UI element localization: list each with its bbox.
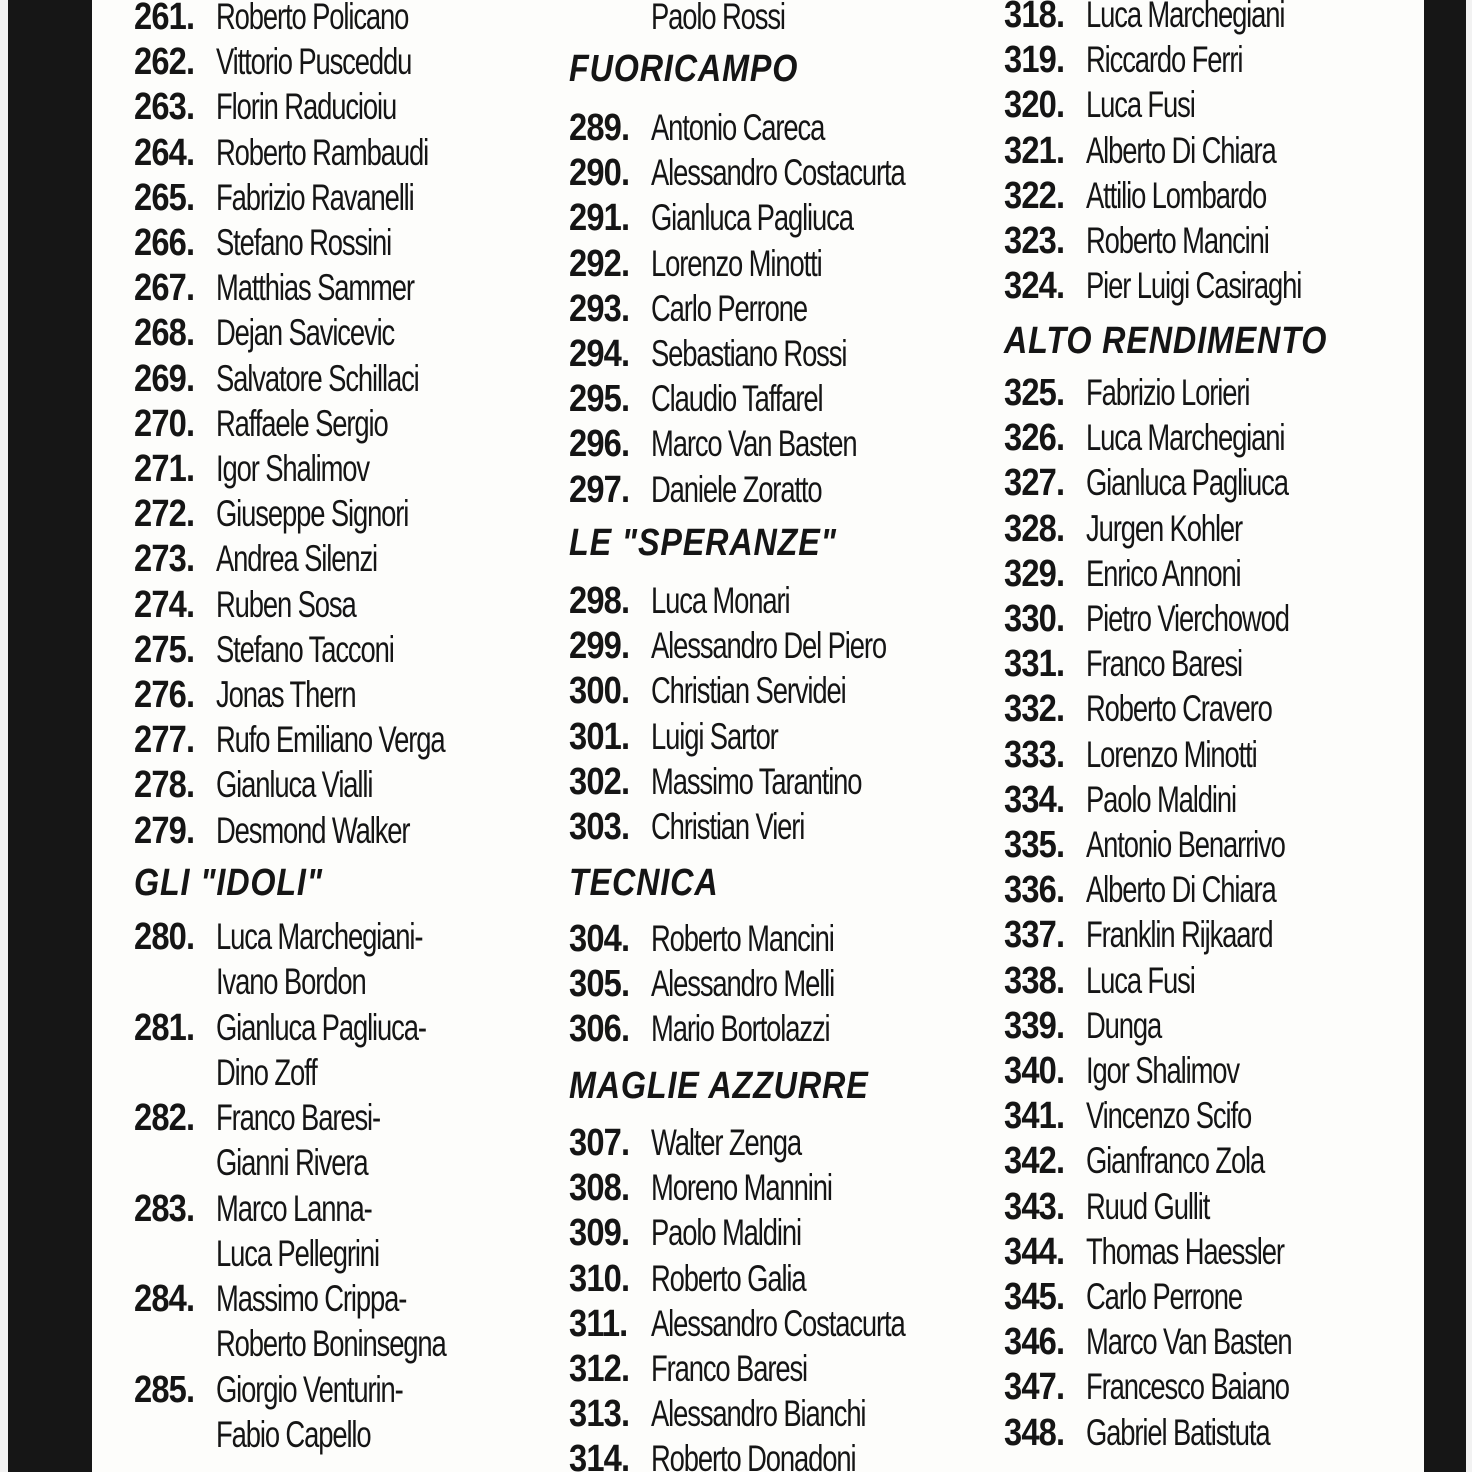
card-number: 330.	[1004, 598, 1065, 640]
player-name: Lorenzo Minotti	[651, 242, 822, 284]
card-number: 321.	[1004, 129, 1065, 172]
list-item	[134, 1231, 436, 1277]
card-number: 295.	[569, 378, 630, 421]
player-name: Pier Luigi Casiraghi	[1086, 265, 1302, 307]
player-name: Giorgio Venturin-	[216, 1368, 403, 1410]
player-name: Fabrizio Ravanelli	[216, 176, 414, 218]
player-name: Igor Shalimov	[1086, 1050, 1239, 1091]
card-number: 275.	[134, 628, 195, 671]
card-number: 328.	[1004, 507, 1065, 550]
list-item	[134, 1095, 438, 1141]
list-item	[1004, 0, 1354, 38]
player-name: Luca Marchegiani-	[216, 916, 423, 957]
list-item	[1004, 822, 1355, 868]
player-name: Luca Pellegrini	[216, 1232, 379, 1274]
card-number: 282.	[134, 1097, 195, 1139]
section-title-fuoricampo: FUORICAMPO	[569, 48, 799, 90]
list-item	[569, 467, 881, 513]
card-number: 265.	[134, 176, 195, 219]
list-item	[1004, 37, 1297, 83]
player-name: Dunga	[1086, 1004, 1162, 1046]
player-name: Fabrizio Lorieri	[1086, 372, 1250, 413]
list-item	[569, 1006, 892, 1052]
player-name: Matthias Sammer	[216, 267, 414, 309]
card-number: 343.	[1004, 1185, 1065, 1228]
list-item	[134, 401, 448, 447]
player-name: Roberto Galia	[651, 1257, 806, 1299]
player-name: Roberto Mancini	[651, 918, 834, 959]
list-item	[569, 804, 858, 850]
card-number: 339.	[1004, 1004, 1065, 1047]
player-name: Ruud Gullit	[1086, 1185, 1210, 1227]
list-item	[134, 627, 456, 673]
card-number: 304.	[569, 918, 630, 960]
player-name: Gianni Rivera	[216, 1142, 368, 1183]
card-number: 302.	[569, 760, 630, 803]
player-name: Salvatore Schillaci	[216, 357, 419, 399]
list-item	[1004, 1138, 1327, 1184]
list-item	[569, 916, 898, 962]
card-number: 301.	[569, 715, 630, 758]
card-number: 283.	[134, 1187, 195, 1230]
card-number: 337.	[1004, 914, 1065, 957]
player-name: Antonio Careca	[651, 107, 825, 148]
card-border-left	[0, 0, 92, 1472]
list-item	[134, 959, 418, 1005]
list-item	[1004, 1093, 1309, 1139]
player-name: Walter Zenga	[651, 1122, 802, 1163]
card-number: 306.	[569, 1008, 630, 1051]
list-item	[1004, 128, 1342, 174]
player-name: Massimo Crippa-	[216, 1278, 407, 1319]
list-item	[134, 536, 434, 582]
list-item	[1004, 415, 1354, 461]
card-number: 312.	[569, 1348, 630, 1390]
player-name: Sebastiano Rossi	[651, 333, 847, 374]
list-item	[134, 310, 457, 356]
list-item	[134, 717, 525, 763]
player-name: Andrea Silenzi	[216, 538, 378, 580]
card-number: 266.	[134, 222, 195, 264]
player-name: Ivano Bordon	[216, 961, 366, 1002]
list-item	[134, 1050, 352, 1096]
list-item	[569, 961, 898, 1007]
player-name: Rufo Emiliano Verga	[216, 719, 445, 761]
list-item	[134, 582, 405, 628]
list-item	[569, 105, 885, 151]
player-name: Franco Baresi	[1086, 643, 1243, 685]
player-name: Vincenzo Scifo	[1086, 1095, 1252, 1137]
player-name: Stefano Rossini	[216, 222, 392, 263]
player-name: Pietro Vierchowod	[1086, 598, 1289, 639]
card-number: 348.	[1004, 1411, 1065, 1454]
card-number: 323.	[1004, 220, 1065, 262]
card-number: 291.	[569, 197, 630, 240]
card-number: 318.	[1004, 0, 1065, 36]
section-title-tecnica: TECNICA	[569, 862, 719, 904]
list-item	[1004, 1410, 1334, 1456]
list-item	[1004, 1319, 1364, 1365]
card-number: 280.	[134, 916, 195, 958]
card-number: 268.	[134, 312, 195, 355]
list-item	[1004, 1274, 1297, 1320]
section-title-alto-rendimento: ALTO RENDIMENTO	[1004, 320, 1328, 362]
card-number: 278.	[134, 764, 195, 807]
player-name: Alberto Di Chiara	[1086, 869, 1276, 911]
player-name: Luca Marchegiani	[1086, 0, 1285, 35]
card-number: 325.	[1004, 372, 1065, 414]
card-number: 313.	[569, 1393, 630, 1436]
player-name: Dejan Savicevic	[216, 312, 395, 354]
player-name: Gianluca Vialli	[216, 764, 373, 806]
list-item	[134, 175, 483, 221]
player-name: Jurgen Kohler	[1086, 507, 1243, 549]
list-item	[134, 914, 495, 960]
player-name: Franco Baresi-	[216, 1097, 381, 1138]
player-name: Gabriel Batistuta	[1086, 1411, 1270, 1453]
player-name: Franklin Rijkaard	[1086, 914, 1273, 956]
card-number: 270.	[134, 402, 195, 445]
list-item	[1004, 1229, 1353, 1275]
player-name: Christian Servidei	[651, 670, 846, 712]
card-number: 331.	[1004, 643, 1065, 686]
player-name: Francesco Baiano	[1086, 1366, 1289, 1408]
list-item	[1004, 1364, 1360, 1410]
card-number: 342.	[1004, 1140, 1065, 1183]
list-item	[134, 672, 405, 718]
list-item	[134, 446, 423, 492]
card-number: 340.	[1004, 1050, 1065, 1092]
list-item	[569, 195, 924, 241]
list-item	[569, 1165, 895, 1211]
card-number: 305.	[569, 963, 630, 1006]
card-number: 307.	[569, 1122, 630, 1164]
card-number: 277.	[134, 719, 195, 762]
player-name: Paolo Maldini	[1086, 778, 1236, 820]
card-number: 276.	[134, 674, 195, 716]
player-name: Gianluca Pagliuca	[651, 197, 853, 239]
list-item	[134, 39, 480, 85]
player-name: Marco Van Basten	[1086, 1321, 1292, 1363]
player-name: Giuseppe Signori	[216, 493, 409, 535]
player-name: Roberto Boninsegna	[216, 1323, 446, 1364]
section-title-speranze: LE "SPERANZE"	[569, 522, 837, 564]
list-item	[1004, 686, 1337, 732]
player-name: Luca Fusi	[1086, 959, 1195, 1001]
list-item	[134, 1276, 473, 1322]
list-item	[1004, 173, 1329, 219]
list-item	[569, 421, 929, 467]
card-number: 267.	[134, 267, 195, 310]
player-name: Fabio Capello	[216, 1413, 371, 1455]
player-name: Alessandro Melli	[651, 963, 835, 1005]
player-name: Vittorio Pusceddu	[216, 41, 412, 83]
player-name: Antonio Benarrivo	[1086, 824, 1285, 865]
list-item	[569, 241, 881, 287]
card-number: 346.	[1004, 1321, 1065, 1364]
list-item	[569, 1256, 860, 1302]
list-item	[134, 84, 459, 130]
card-number: 296.	[569, 423, 630, 466]
card-number: 341.	[1004, 1095, 1065, 1138]
list-item	[134, 220, 453, 266]
player-name: Enrico Annoni	[1086, 552, 1241, 594]
list-item	[134, 808, 477, 854]
list-item	[1004, 370, 1307, 416]
card-number: 334.	[1004, 778, 1065, 821]
card-number: 300.	[569, 670, 630, 713]
list-item	[1004, 958, 1233, 1004]
card-number: 327.	[1004, 462, 1065, 505]
player-name: Alessandro Del Piero	[651, 625, 886, 667]
card-number: 314.	[569, 1438, 630, 1472]
list-item	[134, 762, 427, 808]
list-item	[569, 331, 915, 377]
list-item	[569, 578, 838, 624]
player-name: Roberto Cravero	[1086, 688, 1272, 730]
card-number: 308.	[569, 1167, 630, 1210]
list-item	[134, 130, 503, 176]
list-item	[569, 623, 969, 669]
list-item	[1004, 460, 1359, 506]
list-item	[1004, 506, 1297, 552]
card-number: 338.	[1004, 959, 1065, 1002]
list-item	[1004, 1003, 1188, 1049]
player-name: Roberto Rambaudi	[216, 131, 429, 173]
card-number: 289.	[569, 107, 630, 149]
list-item	[134, 265, 483, 311]
card-number: 261.	[134, 0, 195, 38]
player-name: Franco Baresi	[651, 1348, 808, 1389]
card-number: 309.	[569, 1212, 630, 1255]
player-name: Gianluca Pagliuca-	[216, 1006, 426, 1048]
list-item	[1004, 641, 1297, 687]
card-number: 344.	[1004, 1230, 1065, 1273]
list-item	[1004, 551, 1295, 597]
card-number: 335.	[1004, 824, 1065, 866]
player-name: Roberto Donadoni	[651, 1438, 856, 1472]
player-name: Marco Lanna-	[216, 1187, 372, 1229]
list-item	[1004, 218, 1333, 264]
list-item	[134, 1367, 468, 1413]
list-item	[1004, 777, 1289, 823]
card-number: 310.	[569, 1257, 630, 1300]
player-name: Paolo Rossi	[651, 0, 785, 37]
player-name: Luca Marchegiani	[1086, 417, 1285, 459]
card-number: 336.	[1004, 869, 1065, 912]
list-item	[134, 1412, 425, 1458]
player-name: Moreno Mannini	[651, 1167, 832, 1209]
card-number: 274.	[134, 583, 195, 626]
player-name: Jonas Thern	[216, 674, 356, 715]
player-name: Gianfranco Zola	[1086, 1140, 1265, 1182]
list-item	[569, 1210, 854, 1256]
card-number: 326.	[1004, 417, 1065, 460]
player-name: Luigi Sartor	[651, 715, 778, 757]
card-number: 329.	[1004, 552, 1065, 595]
card-number: 311.	[569, 1302, 628, 1345]
list-item	[569, 376, 883, 422]
list-item	[569, 668, 914, 714]
section-title-idoli: GLI "IDOLI"	[134, 862, 323, 904]
card-number: 297.	[569, 468, 630, 511]
list-item	[1004, 732, 1316, 778]
card-number: 303.	[569, 806, 630, 848]
list-item	[569, 1391, 941, 1437]
card-number: 332.	[1004, 688, 1065, 731]
list-item	[1004, 82, 1233, 128]
player-name: Alessandro Bianchi	[651, 1393, 866, 1435]
card-number: 269.	[134, 357, 195, 400]
player-name: Thomas Haessler	[1086, 1230, 1284, 1272]
card-number: 333.	[1004, 733, 1065, 776]
player-name: Florin Raducioiu	[216, 86, 397, 128]
player-name: Gianluca Pagliuca	[1086, 462, 1288, 504]
card-number: 298.	[569, 580, 630, 622]
list-item	[569, 714, 822, 760]
card-border-right	[1424, 0, 1472, 1472]
player-name: Dino Zoff	[216, 1051, 317, 1093]
card-number: 347.	[1004, 1366, 1065, 1409]
player-name: Roberto Policano	[216, 0, 409, 37]
section-title-maglie-azzurre: MAGLIE AZZURRE	[569, 1065, 869, 1107]
card-number: 281.	[134, 1006, 195, 1049]
player-name: Carlo Perrone	[1086, 1276, 1243, 1317]
player-name: Marco Van Basten	[651, 423, 857, 465]
list-item	[134, 491, 476, 537]
player-name: Lorenzo Minotti	[1086, 733, 1257, 775]
card-number: 271.	[134, 448, 195, 490]
card-number: 262.	[134, 41, 195, 84]
card-number: 272.	[134, 493, 195, 536]
card-number: 319.	[1004, 39, 1065, 82]
list-item	[1004, 1048, 1293, 1094]
list-item	[1004, 867, 1342, 913]
card-number: 299.	[569, 625, 630, 668]
player-name: Luca Monari	[651, 580, 790, 621]
player-name: Daniele Zoratto	[651, 468, 822, 510]
card-number: 345.	[1004, 1276, 1065, 1318]
card-number: 279.	[134, 809, 195, 852]
checklist-card	[92, 0, 1424, 1472]
list-item	[569, 759, 935, 805]
list-item	[1004, 912, 1338, 958]
list-item	[569, 0, 832, 40]
card-number: 293.	[569, 287, 630, 330]
list-item	[1004, 263, 1377, 309]
player-name: Roberto Mancini	[1086, 220, 1269, 261]
list-item	[1004, 1184, 1253, 1230]
list-item	[569, 1346, 862, 1392]
player-name: Alberto Di Chiara	[1086, 129, 1276, 171]
player-name: Attilio Lombardo	[1086, 174, 1267, 216]
player-name: Igor Shalimov	[216, 448, 369, 489]
list-item	[134, 1140, 421, 1186]
player-name: Paolo Maldini	[651, 1212, 801, 1254]
player-name: Raffaele Sergio	[216, 402, 388, 444]
card-number: 264.	[134, 131, 195, 174]
card-number: 284.	[134, 1278, 195, 1320]
list-item	[134, 1321, 526, 1367]
card-number: 290.	[569, 152, 630, 195]
player-name: Riccardo Ferri	[1086, 39, 1243, 81]
player-name: Ruben Sosa	[216, 583, 356, 625]
player-name: Massimo Tarantino	[651, 760, 862, 802]
list-item	[569, 150, 994, 196]
card-number: 294.	[569, 333, 630, 375]
player-name: Alessandro Costacurta	[651, 152, 905, 194]
list-item	[569, 1436, 927, 1472]
player-name: Alessandro Costacurta	[651, 1302, 905, 1344]
list-item	[569, 286, 862, 332]
player-name: Desmond Walker	[216, 809, 410, 851]
card-number: 292.	[569, 242, 630, 285]
card-number: 263.	[134, 86, 195, 129]
list-item	[134, 356, 490, 402]
player-name: Luca Fusi	[1086, 84, 1195, 126]
list-item	[569, 1301, 994, 1347]
player-name: Mario Bortolazzi	[651, 1008, 830, 1050]
card-number: 320.	[1004, 84, 1065, 127]
list-item	[1004, 596, 1360, 642]
list-item	[569, 1120, 854, 1166]
player-name: Claudio Taffarel	[651, 378, 823, 420]
list-item	[134, 1186, 426, 1232]
card-number: 273.	[134, 538, 195, 581]
list-item	[134, 0, 476, 40]
card-number: 322.	[1004, 174, 1065, 217]
player-name: Stefano Tacconi	[216, 628, 394, 670]
card-number: 324.	[1004, 265, 1065, 308]
player-name: Carlo Perrone	[651, 287, 808, 329]
list-item	[134, 1005, 500, 1051]
card-number: 285.	[134, 1368, 195, 1411]
player-name: Christian Vieri	[651, 806, 805, 847]
